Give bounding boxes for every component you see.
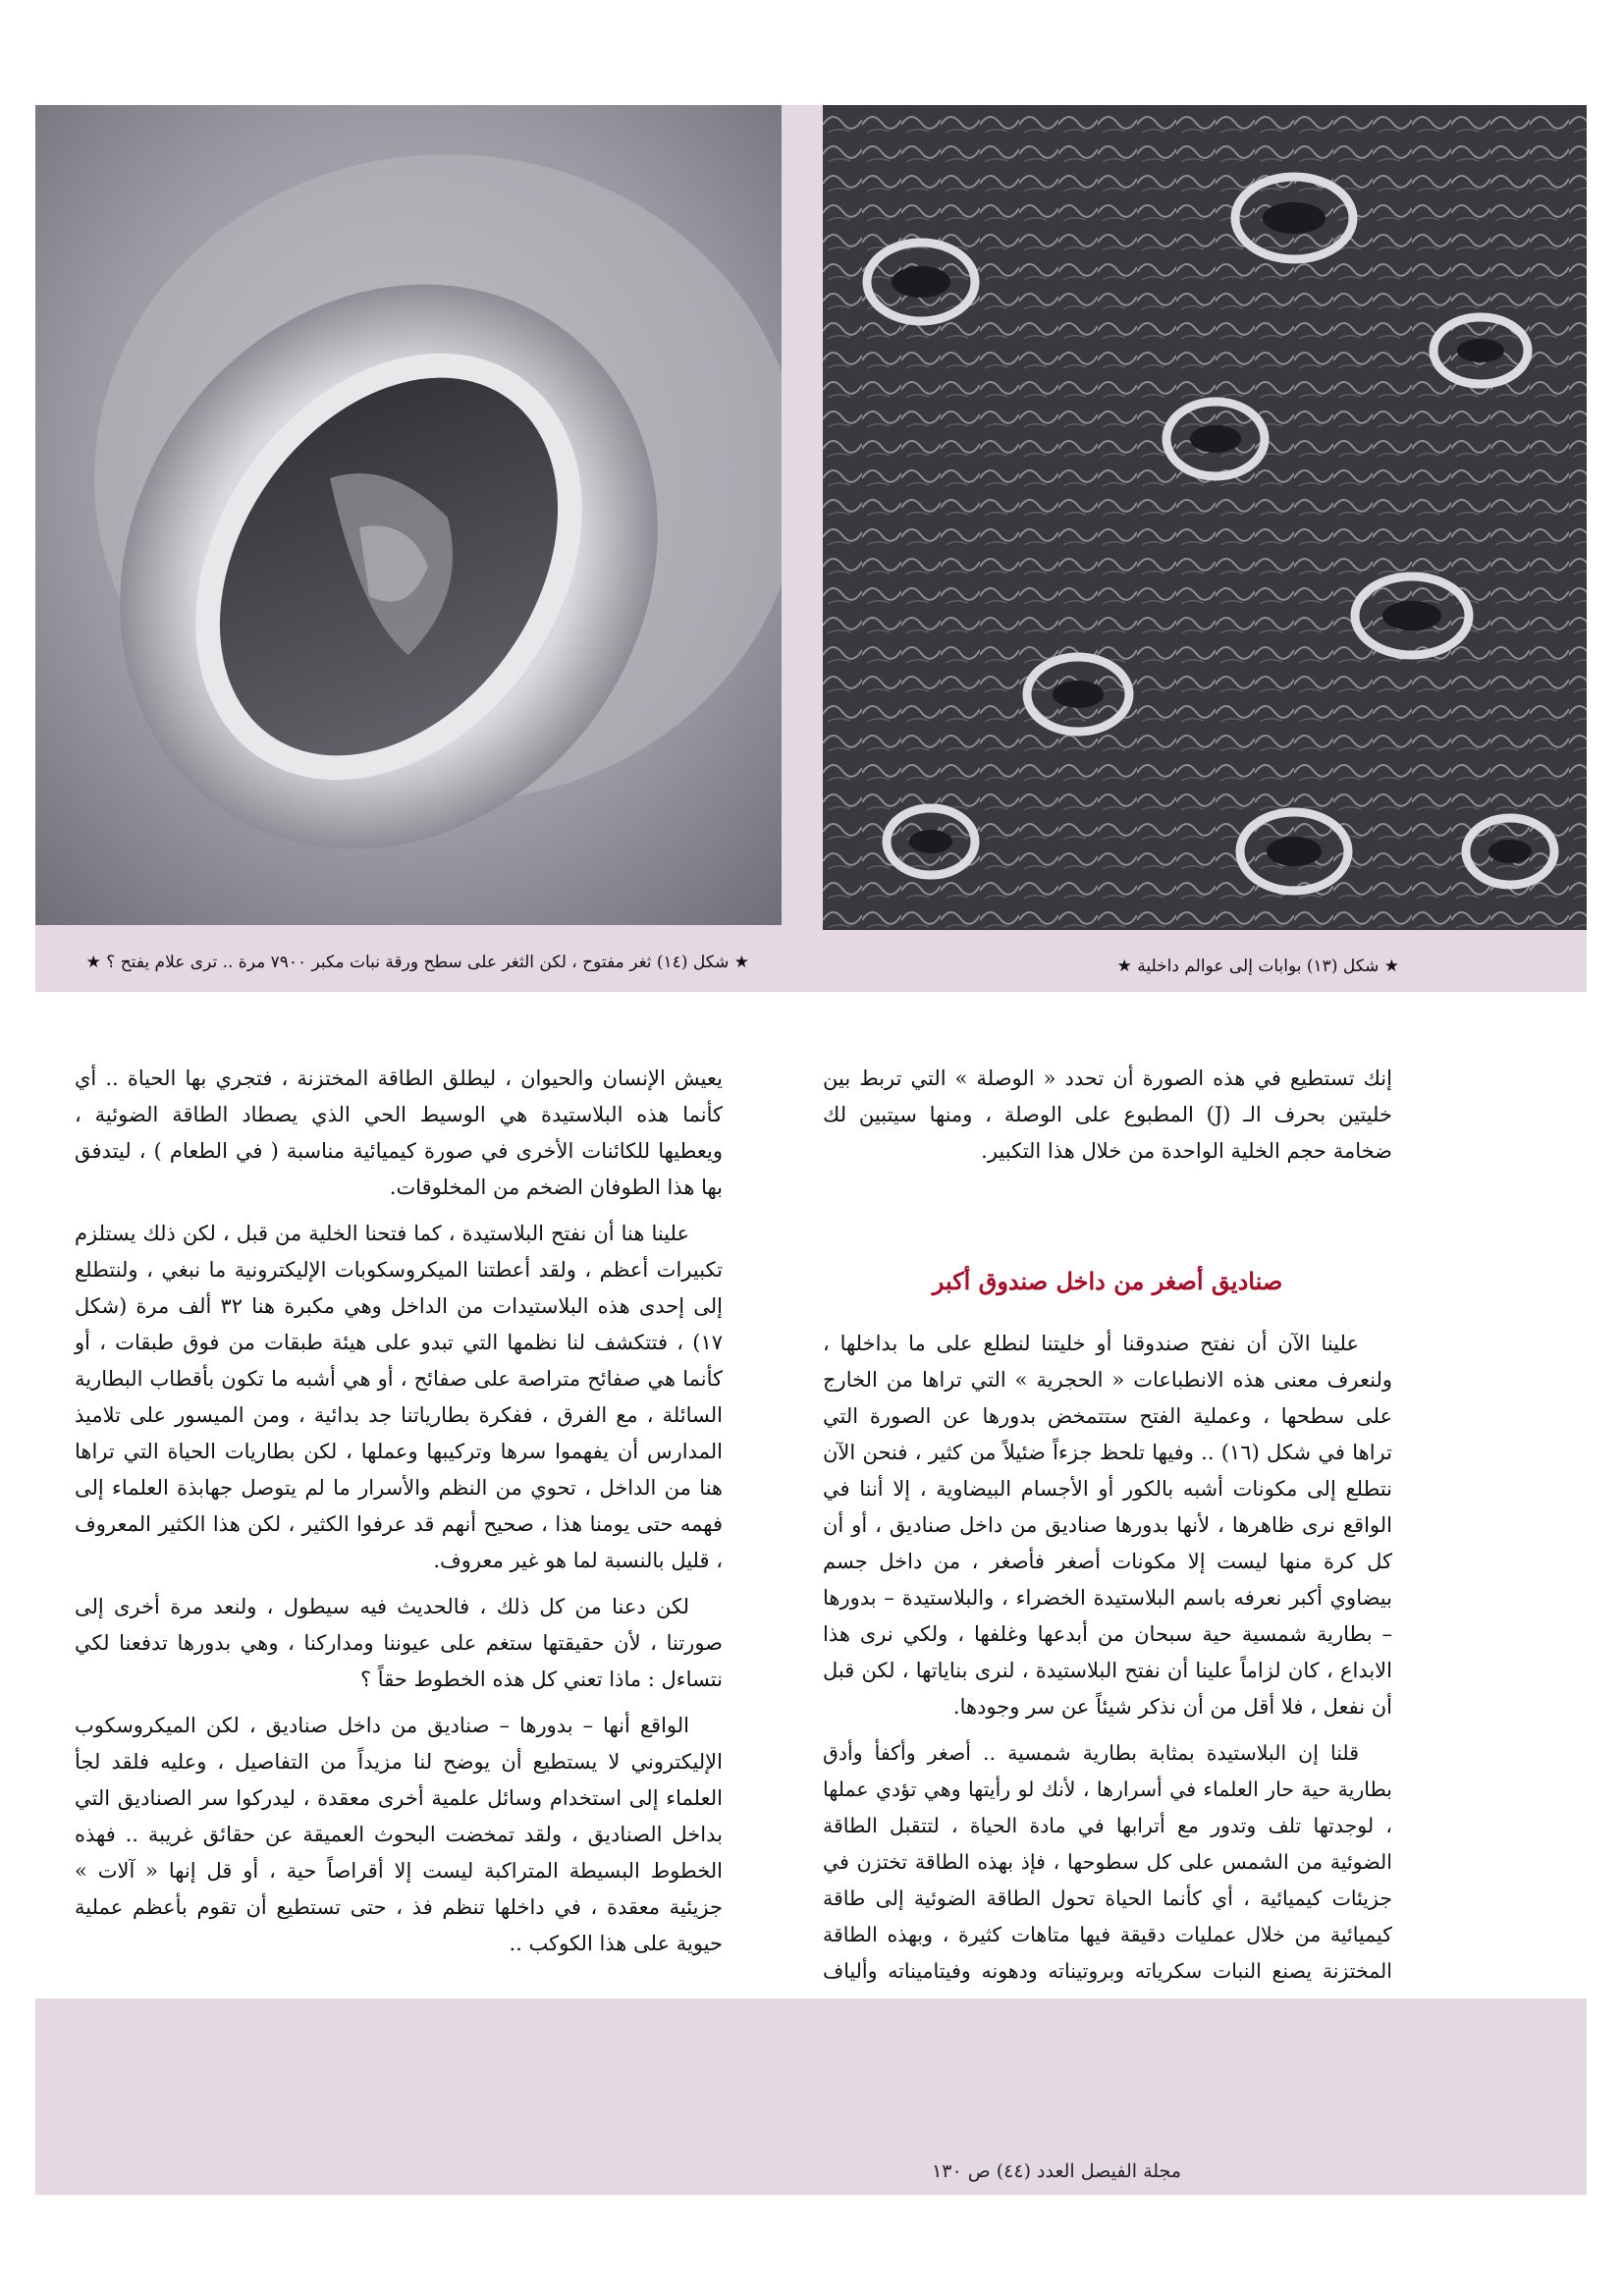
leaf-surface-image: [823, 105, 1587, 930]
intro-paragraph: إنك تستطيع في هذه الصورة أن تحدد « الوصلة » التي تربط بين خليتين بحرف الـ (J) المطبوع على الوصلة ، ومنها سيتبين لك ضخامة حجم الخلية الواحدة من خلال هذا التكبير.: [823, 1066, 1392, 1163]
left-paragraph-2: علينا هنا أن نفتح البلاستيدة ، كما فتحنا الخلية من قبل ، لكن ذلك يستلزم تكبيرات أعظم ، ولقد أعطتنا الميكروسكوبات الإليكترونية ما نبغي ، ولنتطلع إلى إحدى هذه البلاستيدات من الداخل وهي مكبرة هنا ٣٢ ألف مرة (شكل ١٧) ، فتتكشف لنا نظمها التي تبدو على هيئة طبقات من فوق طبقات ، أو كأنما هي صفائح متراصة على صفائح ، أو هي أشبه ما تكون بأقطاب البطارية السائلة ، مع الفرق ، ففكرة بطارياتنا جد بدائية ، ومن الميسور على تلاميذ المدارس أن يفهموا سرها وتركيبها وعملها ، لكن بطاريات الحياة التي تراها هنا من الداخل ، تحوي من النظم والأسرار ما لم يتوصل جهابذة العلماء إلى فهمه حتى يومنا هذا ، صحيح أنهم قد عرفوا الكثير ، لكن هذا الكثير المعروف ، قليل بالنسبة لما هو غير معروف.: [75, 1222, 723, 1572]
left-paragraph-3: لكن دعنا من كل ذلك ، فالحديث فيه سيطول ، ولنعد مرة أخرى إلى صورتنا ، لأن حقيقتها ستغم على عيوننا ومداركنا ، وهي بدورها تدفعنا لكي نتساءل : ماذا تعني كل هذه الخطوط حقاً ؟: [75, 1595, 723, 1691]
figure-13-caption: ★ شكل (١٣) بوابات إلى عوالم داخلية ★: [1116, 957, 1399, 976]
right-paragraph-1: علينا الآن أن نفتح صندوقنا أو خليتنا لنطلع على ما بداخلها ، ولنعرف معنى هذه الانطباعات « الحجرية » التي تراها من الخارج على سطحها ، وعملية الفتح ستتمخض بدورها عن الصورة التي تراها في شكل (١٦) .. وفيها تلحظ جزءاً ضئيلاً من كثير ، فنحن الآن نتطلع إلى مكونات أشبه بالكور أو الأجسام البيضاوية ، إلا أننا في الواقع نرى ظاهرها ، لأنها بدورها صناديق من داخل صناديق ، أو أن كل كرة منها ليست إلا مكونات أصغر فأصغر ، من داخل جسم بيضاوي أكبر نعرفه باسم البلاستيدة الخضراء ، والبلاستيدة – بدورها – بطارية شمسية حية سبحان من أبدعها وغلفها ، ولكي نرى هذا الابداع ، كان لزاماً علينا أن نفتح البلاستيدة ، لنرى بناياتها ، لكن قبل أن نفعل ، فلا أقل من أن نذكر شيئاً عن سر وجودها.: [823, 1332, 1392, 1719]
footer-band: [35, 1998, 1587, 2195]
leaf-surface-photo: [823, 105, 1587, 930]
figure-14-caption: ★ شكل (١٤) ثغر مفتوح ، لكن الثغر على سطح ورقة نبات مكبر ٧٩٠٠ مرة .. ترى علام يفتح ؟ ★: [85, 953, 749, 972]
left-column-body: [75, 1061, 723, 1972]
left-paragraph-1: يعيش الإنسان والحيوان ، ليطلق الطاقة المختزنة ، فتجري بها الحياة .. أي كأنما هذه البلاستيدة هي الوسيط الحي الذي يصطاد الطاقة الضوئية ، ويعطيها للكائنات الأخرى في صورة كيميائية مناسبة ( في الطعام ) ، ليتدفق بها هذا الطوفان الضخم من المخلوقات.: [75, 1066, 723, 1199]
stoma-closeup-image: [35, 105, 782, 925]
left-paragraph-4: الواقع أنها – بدورها – صناديق من داخل صناديق ، لكن الميكروسكوب الإليكتروني لا يستطيع أن يوضح لنا مزيداً من التفاصيل ، وعليه فلقد لجأ العلماء إلى استخدام وسائل علمية أخرى معقدة ، ليدركوا سر الصناديق التي بداخل الصناديق ، ولقد تمخضت البحوث العميقة عن حقائق غريبة .. فهذه الخطوط البسيطة المتراكبة ليست إلا أقراصاً حية ، أو قل إنها « آلات » جزيئية معقدة ، في داخلها تنظم فذ ، حتى تستطيع أن تقوم بأعظم عملية حيوية على هذا الكوكب ..: [75, 1714, 724, 1955]
right-paragraph-2: قلنا إن البلاستيدة بمثابة بطارية شمسية .. أصغر وأكفأ وأدق بطارية حية حار العلماء في أسرارها ، لأنك لو رأيتها وهي تؤدي عملها ، لوجدتها تلف وتدور مع أترابها في مادة الحياة ، لتتقبل الطاقة الضوئية من الشمس على كل سطوحها ، فإذ بهذه الطاقة تختزن في جزيئات كيميائية ، أي كأنما الحياة تحول الطاقة الضوئية إلى طاقة كيميائية من خلال عمليات دقيقة فيها متاهات كثيرة ، وبهذه الطاقة المختزنة يصنع النبات سكرياته وبروتيناته ودهونه وفيتاميناته وألياف: [823, 1741, 1393, 1983]
page-footer: مجلة الفيصل العدد (٤٤) ص ١٣٠: [932, 2160, 1181, 2182]
right-column-body: [823, 1326, 1392, 2036]
stoma-closeup-photo: [35, 105, 782, 925]
right-column-intro: [823, 1061, 1392, 1179]
section-heading: صناديق أصغر من داخل صندوق أكبر: [932, 1267, 1283, 1295]
